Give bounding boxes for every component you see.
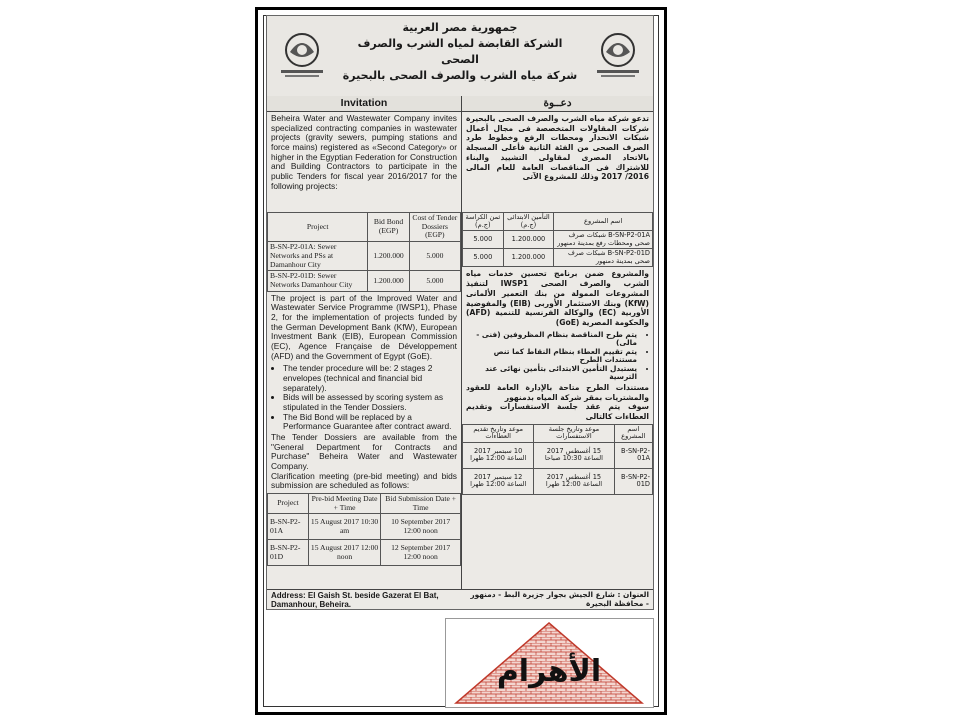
cell-project: B-SN-P2-01D — [614, 468, 652, 494]
english-column — [267, 96, 461, 566]
arabic-clarification-text: سوف يتم عقد جلسة الاستفسارات وتقديم العطاءات كالتالى — [466, 402, 649, 422]
table-header-row — [268, 493, 461, 513]
table-row — [268, 271, 461, 291]
cell-project: B-SN-P2-01D شبكات صرف صحى بمدينة دمنهور — [554, 249, 653, 267]
list-item: • يتم تقييم العطاء بنظام النقاط كما تنص مستندات الطرح — [462, 348, 637, 365]
header-country: جمهورية مصر العربية — [402, 21, 518, 34]
english-clarification-text: Clarification meeting (pre-bid meeting) and bids submission are scheduled as follows: — [271, 470, 457, 491]
cell-bid-bond: 1.200.000 — [368, 271, 409, 291]
list-item: • The Bid Bond will be replaced by a Performance Guarantee after contract award. — [283, 413, 461, 432]
header-titles — [337, 20, 583, 84]
col-dossier-cost: ثمن الكراسة (ج.م) — [463, 213, 504, 231]
col-bid-bond: التأمين الابتدائى (ج.م) — [503, 213, 554, 231]
table-row — [463, 231, 653, 249]
header-beheira-company: شركة مياه الشرب والصرف الصحى بالبحيرة — [342, 69, 578, 82]
arabic-bullets — [462, 331, 643, 382]
cell-submission: 10 September 2017 12:00 noon — [381, 514, 461, 540]
cell-project: B-SN-P2-01A شبكات صرف صحى ومحطات رفع بمدينة دمنهور — [554, 231, 653, 249]
arabic-projects-table — [462, 212, 653, 267]
company-logo-left-icon — [273, 26, 331, 84]
cell-pre-bid: 15 أغسطس 2017 الساعة 12:00 ظهرا — [534, 468, 614, 494]
english-address: Address: El Gaish St. beside Gazerat El Bat, Damanhour, Beheira. — [271, 591, 439, 610]
cell-pre-bid: 15 August 2017 10:30 am — [308, 514, 380, 540]
table-header-row — [463, 424, 653, 442]
english-bullets — [277, 364, 461, 432]
cell-dossier-cost: 5.000 — [463, 231, 504, 249]
list-item: • The tender procedure will be: 2 stages 2 envelopes (technical and financial bid separately). — [283, 364, 461, 393]
table-row — [463, 442, 653, 468]
english-title: Invitation — [267, 96, 461, 112]
newspaper-clipping — [266, 15, 654, 610]
english-dossier-text: The Tender Dossiers are available from the "General Department for Contracts and Purchase" Beheira Water and Wastewater Company. — [271, 431, 457, 471]
col-bid-bond: Bid Bond (EGP) — [368, 213, 409, 242]
table-row — [268, 540, 461, 566]
col-project: Project — [268, 493, 309, 513]
table-header-row — [268, 213, 461, 242]
col-submission: موعد وتاريخ تقديم العطاءات — [463, 424, 534, 442]
arabic-intro: تدعو شركة مياه الشرب والصرف الصحى بالبحيرة شركات المقاولات المتخصصة فى مجال أعمال شبكات الانحدار ومحطات الرفع وخطوط طرد الصرف الصحى من الفئة الثانية فأعلى المسجلة بالاتحاد المصرى لمقاولى التشييد والبناء للاشتراك فى المناقصات العامة للعام المالى 2016/ 2017 وذلك للمشروع الآتى — [466, 114, 649, 182]
col-dossier-cost: Cost of Tender Dossiers (EGP) — [409, 213, 460, 242]
cell-dossier-cost: 5.000 — [463, 249, 504, 267]
table-row — [463, 468, 653, 494]
english-intro: Beheira Water and Wastewater Company invites specialized contracting companies in wastewater projects (gravity sewers, pumping stations and force mains) registered as «Second Category» or higher in the Egyptian Federation for Construction and Building Contractors to participate in the public Tenders for fiscal year 2016/2017 for the following projects: — [271, 113, 457, 191]
arabic-program-text: والمشروع ضمن برنامج تحسين خدمات مياه الشرب والصرف الصحى IWSP1 لتنفيذ المشروعات الممولة من بنك التعمير الألمانى (KfW) وبنك الاستثمار الأوربى (EIB) والمفوضية الأوربية (EC) والوكالة الفرنسية للتنمية (AFD) والحكومة المصرية (GoE) — [466, 269, 649, 328]
english-schedule-table — [267, 493, 461, 566]
header-holding-company: الشركة القابضة لمياه الشرب والصرف الصحى — [357, 37, 563, 66]
cell-project: B-SN-P2-01A — [268, 514, 309, 540]
arabic-dossier-text: مستندات الطرح متاحة بالإدارة العامة للعقود والمشتريات بمقر شركة المياه بدمنهور — [466, 382, 649, 402]
arabic-column — [462, 96, 653, 495]
arabic-address: العنوان : شارع الجيش بجوار جزيرة البط - دمنهور - محافظة البحيرة — [470, 590, 649, 608]
cell-project: B-SN-P2-01A: Sewer Networks and PSs at Damanhour City — [268, 242, 368, 271]
cell-project: B-SN-P2-01D: Sewer Networks Damanhour City — [268, 271, 368, 291]
table-row — [268, 514, 461, 540]
clipping-header — [267, 16, 653, 96]
col-project: Project — [268, 213, 368, 242]
cell-pre-bid: 15 August 2017 12:00 noon — [308, 540, 380, 566]
arabic-schedule-table — [462, 424, 653, 495]
cell-bid-bond: 1.200.000 — [503, 249, 554, 267]
col-pre-bid: Pre-bid Meeting Date + Time — [308, 493, 380, 513]
cell-dossier-cost: 5.000 — [409, 242, 460, 271]
col-submission: Bid Submission Date + Time — [381, 493, 461, 513]
cell-submission: 12 September 2017 12:00 noon — [381, 540, 461, 566]
cell-bid-bond: 1.200.000 — [368, 242, 409, 271]
cell-submission: 12 سبتمبر 2017 الساعة 12:00 ظهرا — [463, 468, 534, 494]
cell-submission: 10 سبتمبر 2017 الساعة 12:00 ظهرا — [463, 442, 534, 468]
address-row — [267, 589, 653, 609]
al-ahram-logo — [445, 618, 654, 708]
english-projects-table — [267, 212, 461, 292]
pyramid-logo-icon — [446, 619, 653, 707]
ahram-logo-text: الأهرام — [496, 654, 602, 689]
list-item: • يستبدل التأمين الابتدائى بتأمين نهائى عند الترسية — [462, 365, 637, 382]
list-item: • Bids will be assessed by scoring system as stipulated in the Tender Dossiers. — [283, 393, 461, 412]
table-row — [463, 249, 653, 267]
cell-pre-bid: 15 أغسطس 2017 الساعة 10:30 صباحا — [534, 442, 614, 468]
table-row — [268, 242, 461, 271]
cell-project: B-SN-P2-01A — [614, 442, 652, 468]
cell-project: B-SN-P2-01D — [268, 540, 309, 566]
company-logo-right-icon — [589, 26, 647, 84]
cell-bid-bond: 1.200.000 — [503, 231, 554, 249]
arabic-title: دعــوة — [462, 96, 653, 112]
cell-dossier-cost: 5.000 — [409, 271, 460, 291]
english-program-text: The project is part of the Improved Water and Wastewater Service Programme (IWSP1), Phase 2, for the implementation of projects funded by the German Development Bank (KfW), European Investment Bank (EIB), European Commission (EC), Agence Française de Développement (AFD) and the Government of Egypt (GoE). — [271, 292, 457, 361]
table-header-row — [463, 213, 653, 231]
col-project: اسم المشروع — [614, 424, 652, 442]
col-pre-bid: موعد وتاريخ جلسة الاستفسارات — [534, 424, 614, 442]
col-project: اسم المشروع — [554, 213, 653, 231]
list-item: • يتم طرح المناقصة بنظام المظروفين (فنى - مالى) — [462, 331, 637, 348]
